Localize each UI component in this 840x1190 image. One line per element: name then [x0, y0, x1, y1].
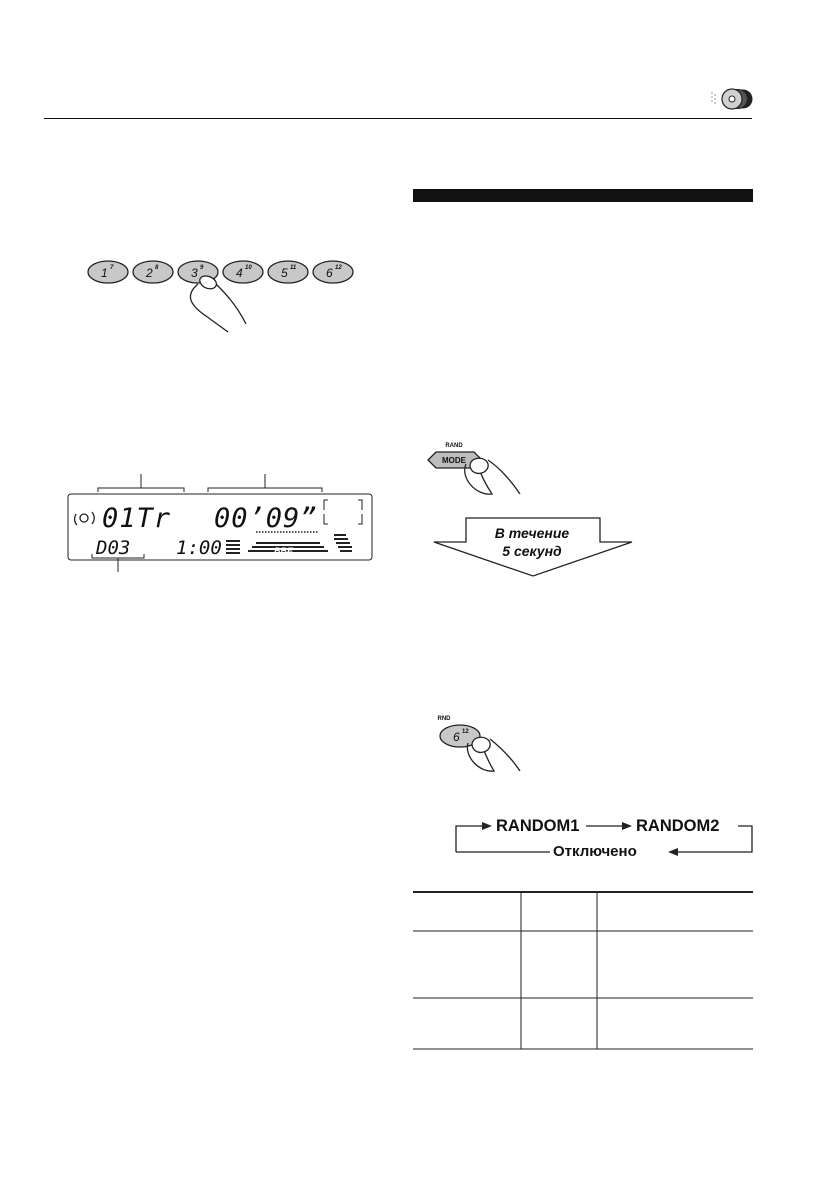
preset-2-number: 2 — [146, 266, 153, 280]
mode-button-illustration — [420, 438, 530, 498]
mode-small-label: RAND — [445, 443, 463, 449]
lcd-display — [66, 470, 376, 574]
header-rule — [44, 118, 752, 119]
preset-6-superscript: 12 — [335, 265, 342, 271]
lcd-clock: 1:00 — [176, 537, 222, 559]
lcd-track: 01Tr — [102, 503, 172, 534]
disc-icon — [710, 84, 754, 114]
rnd-small-label: RND — [437, 716, 451, 722]
preset-3-superscript: 9 — [200, 265, 204, 271]
arrow-caption-line1: В течение — [494, 525, 570, 541]
preset-1-superscript: 7 — [110, 265, 114, 271]
preset-2-superscript: 8 — [155, 265, 159, 271]
random2-label: RANDOM2 — [636, 817, 720, 835]
lcd-disc: D03 — [96, 537, 131, 559]
preset-1-number: 1 — [101, 266, 108, 280]
preset-buttons — [88, 261, 353, 283]
preset-4-number: 4 — [236, 266, 243, 280]
preset-4-superscript: 10 — [245, 265, 252, 271]
preset-6-number: 6 — [326, 266, 333, 280]
arrow-caption-line2: 5 секунд — [502, 543, 562, 559]
lcd-bbe: BBE — [274, 546, 294, 556]
mode-label: MODE — [442, 456, 466, 465]
preset-3-number: 3 — [191, 266, 198, 280]
lcd-time: 00’09” — [214, 503, 318, 534]
mode-table — [413, 891, 755, 1053]
preset-6-label: 6 — [453, 730, 460, 744]
preset-5-number: 5 — [281, 266, 288, 280]
random1-label: RANDOM1 — [496, 817, 580, 835]
off-label: Отключено — [553, 843, 637, 860]
preset-buttons-illustration — [86, 254, 366, 334]
section-heading-bar — [413, 189, 753, 202]
preset-6-sup: 12 — [462, 729, 469, 735]
preset-5-superscript: 11 — [290, 265, 297, 271]
random-button-illustration — [430, 711, 530, 775]
